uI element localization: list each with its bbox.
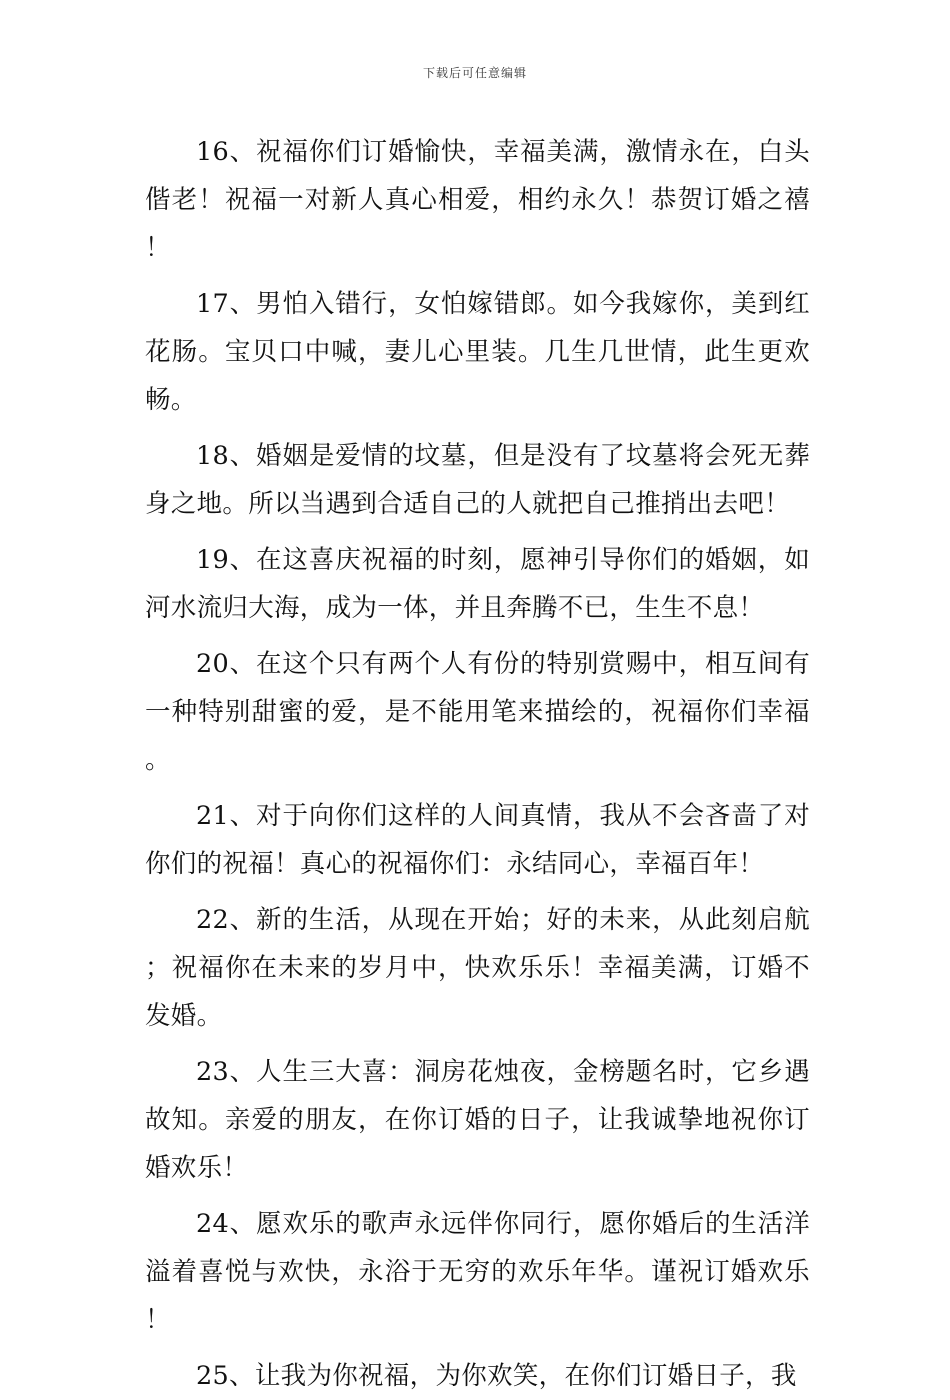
paragraph-20: 20、在这个只有两个人有份的特别赏赐中，相互间有一种特别甜蜜的爱，是不能用笔来描绘的，祝福你们幸福。 <box>145 649 810 775</box>
document-body <box>145 128 810 1400</box>
page-header: 下载后可任意编辑 <box>422 66 527 80</box>
paragraph-18: 18、婚姻是爱情的坟墓，但是没有了坟墓将会死无葬身之地。所以当遇到合适自己的人就把自己推捎出去吧！ <box>145 441 810 519</box>
paragraph-22: 22、新的生活，从现在开始；好的未来，从此刻启航；祝福你在未来的岁月中，快欢乐乐！幸福美满，订婚不发婚。 <box>145 905 810 1031</box>
paragraph-24: 24、愿欢乐的歌声永远伴你同行，愿你婚后的生活洋溢着喜悦与欢快，永浴于无穷的欢乐年华。谨祝订婚欢乐！ <box>145 1209 810 1335</box>
paragraph-21: 21、对于向你们这样的人间真情，我从不会吝啬了对你们的祝福！真心的祝福你们：永结同心，幸福百年！ <box>145 801 810 879</box>
paragraph-17: 17、男怕入错行，女怕嫁错郎。如今我嫁你，美到红花肠。宝贝口中喊，妻儿心里装。几生几世情，此生更欢畅。 <box>145 289 810 415</box>
paragraph-23: 23、人生三大喜：洞房花烛夜，金榜题名时，它乡遇故知。亲爱的朋友，在你订婚的日子，让我诚挚地祝你订婚欢乐！ <box>145 1057 810 1183</box>
paragraph-16: 16、祝福你们订婚愉快，幸福美满，激情永在，白头偕老！祝福一对新人真心相爱，相约永久！恭贺订婚之禧！ <box>145 137 810 263</box>
paragraph-19: 19、在这喜庆祝福的时刻，愿神引导你们的婚姻，如河水流归大海，成为一体，并且奔腾不已，生生不息！ <box>145 545 810 623</box>
paragraph-25: 25、让我为你祝福，为你欢笑，在你们订婚日子，我 <box>196 1361 797 1391</box>
